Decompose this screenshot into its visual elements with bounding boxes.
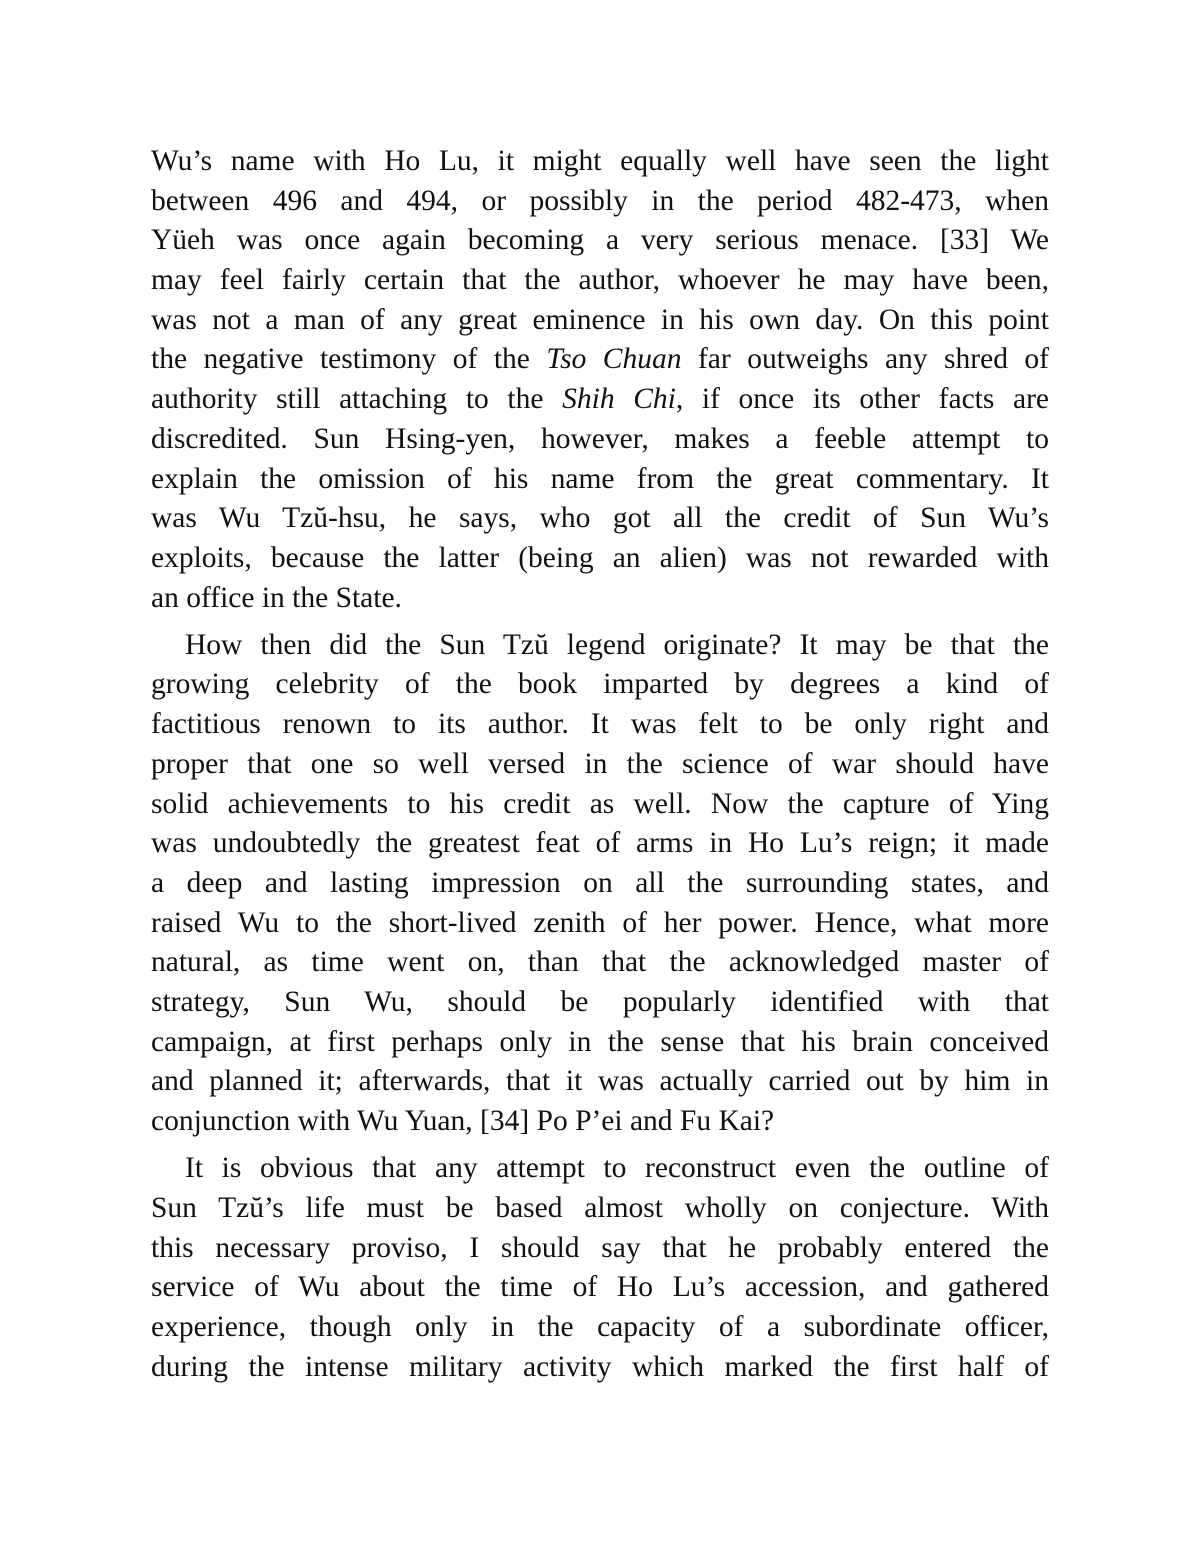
italic-title: Shih Chi: [562, 383, 676, 416]
text-segment: proper that one so well versed in the science of war should have: [151, 747, 1049, 780]
text-segment: may feel fairly certain that the author, whoever he may have been,: [151, 264, 1049, 297]
text-line: [151, 301, 1049, 341]
paragraph: [151, 626, 1049, 1142]
text-line: [151, 626, 1049, 666]
text-segment: Wu’s name with Ho Lu, it might equally well have seen the light: [151, 145, 1049, 177]
text-line: [151, 460, 1049, 500]
text-segment: How then did the Sun Tzŭ legend originate? It may be that the: [185, 628, 1049, 661]
text-segment: exploits, because the latter (being an alien) was not rewarded with: [151, 541, 1049, 574]
text-segment: during the intense military activity which marked the first half of: [151, 1350, 1049, 1383]
text-segment: solid achievements to his credit as well. Now the capture of Ying: [151, 787, 1049, 820]
text-segment: experience, though only in the capacity of a subordinate officer,: [151, 1310, 1049, 1343]
text-segment: far outweighs any shred of: [681, 343, 1050, 376]
text-line: [151, 943, 1049, 983]
text-line: [151, 142, 1049, 182]
text-line: [151, 745, 1049, 785]
text-segment: was not a man of any great eminence in his own day. On this point: [151, 303, 1049, 336]
text-line: [151, 705, 1049, 745]
text-segment: authority still attaching to the: [151, 383, 563, 416]
text-line: [151, 499, 1049, 539]
text-line: [151, 1229, 1049, 1269]
text-line: [151, 1102, 1049, 1142]
text-segment: Sun Tzŭ’s life must be based almost wholly on conjecture. With: [151, 1191, 1049, 1224]
text-segment: , if once its other facts are: [675, 383, 1049, 416]
paragraph: [151, 142, 1049, 618]
text-line: [151, 665, 1049, 705]
text-segment: an office in the State.: [151, 581, 402, 614]
text-segment: It is obvious that any attempt to reconstruct even the outline of: [185, 1152, 1049, 1185]
text-segment: a deep and lasting impression on all the surrounding states, and: [151, 866, 1049, 899]
text-line: [151, 1308, 1049, 1348]
text-segment: natural, as time went on, than that the acknowledged master of: [151, 946, 1049, 979]
text-line: [151, 1023, 1049, 1063]
text-line: [151, 539, 1049, 579]
text-segment: Yüeh was once again becoming a very serious menace. [33] We: [151, 224, 1049, 257]
text-segment: growing celebrity of the book imparted by degrees a kind of: [151, 668, 1049, 701]
text-segment: service of Wu about the time of Ho Lu’s accession, and gathered: [151, 1271, 1049, 1304]
text-line: [151, 420, 1049, 460]
document-page: [151, 142, 1049, 1395]
text-line: [151, 785, 1049, 825]
paragraph: [151, 1149, 1049, 1387]
text-line: [151, 1149, 1049, 1189]
text-line: [151, 983, 1049, 1023]
text-segment: the negative testimony of the: [151, 343, 547, 376]
text-segment: campaign, at first perhaps only in the sense that his brain conceived: [151, 1025, 1049, 1058]
text-line: [151, 1189, 1049, 1229]
text-line: [151, 579, 1049, 619]
text-segment: this necessary proviso, I should say that he probably entered the: [151, 1231, 1049, 1264]
text-line: [151, 824, 1049, 864]
text-line: [151, 1268, 1049, 1308]
text-line: [151, 380, 1049, 420]
text-segment: strategy, Sun Wu, should be popularly identified with that: [151, 985, 1049, 1018]
text-segment: explain the omission of his name from the great commentary. It: [151, 462, 1049, 495]
text-segment: and planned it; afterwards, that it was actually carried out by him in: [151, 1065, 1049, 1098]
text-segment: conjunction with Wu Yuan, [34] Po P’ei and Fu Kai?: [151, 1105, 775, 1137]
text-line: [151, 221, 1049, 261]
text-segment: between 496 and 494, or possibly in the period 482-473, when: [151, 184, 1049, 217]
text-line: [151, 261, 1049, 301]
text-line: [151, 1348, 1049, 1388]
text-line: [151, 182, 1049, 222]
text-segment: was undoubtedly the greatest feat of arms in Ho Lu’s reign; it made: [151, 827, 1049, 860]
italic-title: Tso Chuan: [546, 343, 682, 376]
text-line: [151, 340, 1049, 380]
text-segment: discredited. Sun Hsing-yen, however, makes a feeble attempt to: [151, 422, 1049, 455]
text-line: [151, 1062, 1049, 1102]
text-line: [151, 904, 1049, 944]
text-segment: raised Wu to the short-lived zenith of her power. Hence, what more: [151, 906, 1049, 939]
text-segment: was Wu Tzŭ-hsu, he says, who got all the credit of Sun Wu’s: [151, 502, 1049, 535]
text-segment: factitious renown to its author. It was felt to be only right and: [151, 708, 1049, 741]
text-line: [151, 864, 1049, 904]
